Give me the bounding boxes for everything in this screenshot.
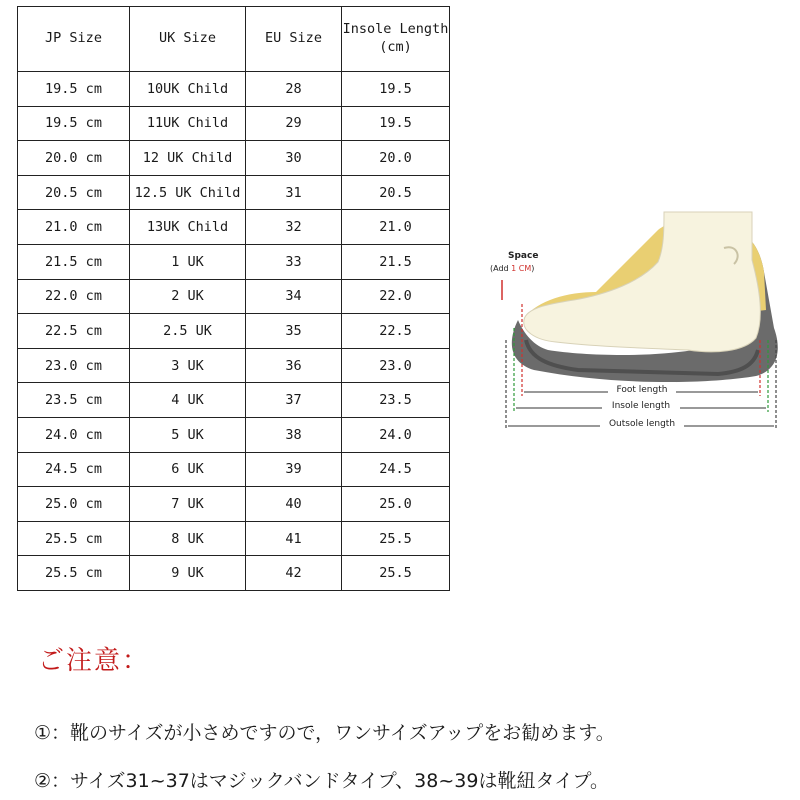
cell-jp-size: 19.5 cm: [18, 106, 130, 141]
table-row: [18, 556, 450, 591]
table-row: [18, 141, 450, 176]
cell-insole-length: 22.0: [342, 279, 450, 314]
cell-eu-size: 32: [246, 210, 342, 245]
cell-eu-size: 36: [246, 348, 342, 383]
cell-insole-length: 22.5: [342, 314, 450, 349]
cell-uk-size: 6 UK: [130, 452, 246, 487]
cell-jp-size: 20.5 cm: [18, 175, 130, 210]
space-add-suffix: ): [531, 264, 535, 273]
table-row: [18, 383, 450, 418]
header-jp-size: JP Size: [18, 7, 130, 72]
table-row: [18, 417, 450, 452]
cell-eu-size: 33: [246, 244, 342, 279]
cell-jp-size: 23.0 cm: [18, 348, 130, 383]
cell-insole-length: 23.5: [342, 383, 450, 418]
outsole-length-label: Outsole length: [608, 419, 676, 429]
table-row: [18, 210, 450, 245]
space-add-value: 1 CM: [511, 264, 532, 273]
table-row: [18, 452, 450, 487]
foot-measurement-diagram: [478, 200, 790, 450]
cell-uk-size: 2 UK: [130, 279, 246, 314]
cell-uk-size: 2.5 UK: [130, 314, 246, 349]
cell-uk-size: 8 UK: [130, 521, 246, 556]
cell-uk-size: 11UK Child: [130, 106, 246, 141]
cell-uk-size: 5 UK: [130, 417, 246, 452]
space-add-note: [490, 264, 534, 273]
table-row: [18, 106, 450, 141]
header-eu-size: EU Size: [246, 7, 342, 72]
cell-uk-size: 9 UK: [130, 556, 246, 591]
cell-insole-length: 19.5: [342, 72, 450, 107]
insole-length-label: Insole length: [611, 401, 671, 411]
cell-eu-size: 29: [246, 106, 342, 141]
foot-length-label: Foot length: [616, 385, 668, 395]
cell-jp-size: 23.5 cm: [18, 383, 130, 418]
header-insole-length: [342, 7, 450, 72]
space-label: Space: [508, 251, 539, 261]
cell-insole-length: 21.5: [342, 244, 450, 279]
cell-jp-size: 25.5 cm: [18, 521, 130, 556]
cell-uk-size: 7 UK: [130, 487, 246, 522]
cell-insole-length: 24.5: [342, 452, 450, 487]
header-insole-unit: (cm): [379, 39, 412, 55]
cell-jp-size: 21.0 cm: [18, 210, 130, 245]
cell-eu-size: 34: [246, 279, 342, 314]
cell-eu-size: 41: [246, 521, 342, 556]
table-row: [18, 487, 450, 522]
cell-insole-length: 25.0: [342, 487, 450, 522]
cell-insole-length: 25.5: [342, 521, 450, 556]
table-row: [18, 314, 450, 349]
foot-diagram-svg: [478, 200, 790, 450]
table-row: [18, 72, 450, 107]
cell-jp-size: 22.5 cm: [18, 314, 130, 349]
cell-uk-size: 1 UK: [130, 244, 246, 279]
table-row: [18, 279, 450, 314]
notice-line-1: ①：靴のサイズが小さめですので，ワンサイズアップをお勧めます。: [34, 722, 615, 744]
cell-uk-size: 10UK Child: [130, 72, 246, 107]
cell-jp-size: 20.0 cm: [18, 141, 130, 176]
table-row: [18, 521, 450, 556]
cell-jp-size: 22.0 cm: [18, 279, 130, 314]
cell-eu-size: 30: [246, 141, 342, 176]
header-insole-label: Insole Length: [342, 21, 449, 38]
cell-eu-size: 31: [246, 175, 342, 210]
cell-jp-size: 19.5 cm: [18, 72, 130, 107]
cell-uk-size: 13UK Child: [130, 210, 246, 245]
cell-eu-size: 38: [246, 417, 342, 452]
cell-insole-length: 20.0: [342, 141, 450, 176]
cell-insole-length: 23.0: [342, 348, 450, 383]
cell-insole-length: 19.5: [342, 106, 450, 141]
cell-eu-size: 42: [246, 556, 342, 591]
table-body: [18, 72, 450, 591]
cell-uk-size: 12 UK Child: [130, 141, 246, 176]
size-chart-table: [17, 6, 450, 591]
table-row: [18, 175, 450, 210]
cell-uk-size: 12.5 UK Child: [130, 175, 246, 210]
foot-shape: [524, 212, 761, 352]
header-uk-size: UK Size: [130, 7, 246, 72]
cell-insole-length: 25.5: [342, 556, 450, 591]
space-add-prefix: (Add: [490, 264, 512, 273]
cell-eu-size: 37: [246, 383, 342, 418]
cell-jp-size: 21.5 cm: [18, 244, 130, 279]
cell-insole-length: 24.0: [342, 417, 450, 452]
cell-eu-size: 28: [246, 72, 342, 107]
cell-eu-size: 40: [246, 487, 342, 522]
table-header-row: [18, 7, 450, 72]
cell-eu-size: 39: [246, 452, 342, 487]
cell-jp-size: 25.0 cm: [18, 487, 130, 522]
cell-eu-size: 35: [246, 314, 342, 349]
cell-insole-length: 20.5: [342, 175, 450, 210]
cell-uk-size: 3 UK: [130, 348, 246, 383]
notice-line-2: ②：サイズ31~37はマジックバンドタイプ、38~39は靴紐タイプ。: [34, 770, 609, 792]
cell-uk-size: 4 UK: [130, 383, 246, 418]
cell-jp-size: 24.0 cm: [18, 417, 130, 452]
cell-jp-size: 25.5 cm: [18, 556, 130, 591]
cell-insole-length: 21.0: [342, 210, 450, 245]
notice-title: ご注意：: [38, 646, 151, 676]
cell-jp-size: 24.5 cm: [18, 452, 130, 487]
table-row: [18, 244, 450, 279]
table-row: [18, 348, 450, 383]
